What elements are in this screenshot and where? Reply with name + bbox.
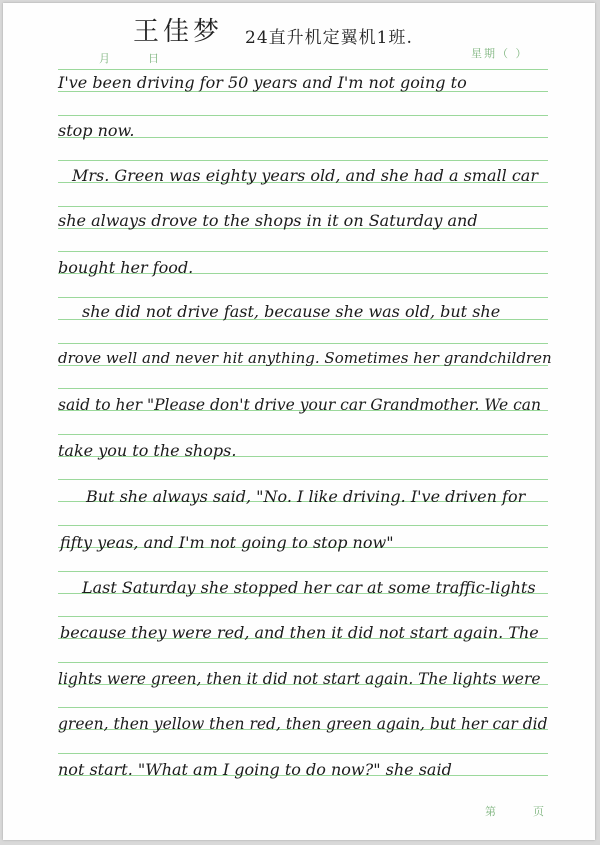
month-label: 月 <box>99 52 110 65</box>
text-line: drove well and never hit anything. Sometimes her grandchildren <box>58 349 552 367</box>
day-label: 日 <box>148 52 159 65</box>
ruled-line <box>58 160 548 161</box>
ruled-line <box>58 525 548 526</box>
ruled-line <box>58 479 548 480</box>
class-label: 24直升机定翼机1班. <box>245 28 413 48</box>
text-line: she always drove to the shops in it on Saturday and <box>58 211 478 230</box>
text-line: take you to the shops. <box>58 441 237 460</box>
ruled-line <box>58 343 548 344</box>
ruled-line <box>58 662 548 663</box>
text-line: because they were red, and then it did not start again. The <box>60 623 539 642</box>
ruled-line <box>58 571 548 572</box>
weekday-label: 星期（ ） <box>471 47 529 60</box>
text-line: I've been driving for 50 years and I'm not going to <box>58 73 467 92</box>
ruled-line <box>58 753 548 754</box>
page-suffix-label: 页 <box>533 805 544 818</box>
ruled-line <box>58 616 548 617</box>
ruled-line <box>58 69 548 70</box>
ruled-line <box>58 707 548 708</box>
text-line: Last Saturday she stopped her car at some traffic-lights <box>82 578 536 597</box>
text-line: not start. "What am I going to do now?" she said <box>58 760 452 779</box>
text-line: she did not drive fast, because she was old, but she <box>82 302 501 321</box>
text-line: fifty yeas, and I'm not going to stop now" <box>60 533 394 552</box>
ruled-line <box>58 251 548 252</box>
text-line: said to her "Please don't drive your car Grandmother. We can <box>58 396 542 414</box>
ruled-line <box>58 206 548 207</box>
text-line: green, then yellow then red, then green again, but her car did <box>58 715 548 733</box>
page-number-label: 第 <box>485 805 496 818</box>
text-line: But she always said, "No. I like driving. I've driven for <box>86 487 526 506</box>
text-line: stop now. <box>58 121 135 140</box>
text-line: lights were green, then it did not start again. The lights were <box>58 670 541 688</box>
student-name: 王佳梦 <box>133 17 224 47</box>
ruled-line <box>58 388 548 389</box>
text-line: Mrs. Green was eighty years old, and she had a small car <box>72 166 538 185</box>
ruled-line <box>58 297 548 298</box>
notebook-page <box>3 3 595 840</box>
text-line: bought her food. <box>58 258 194 277</box>
ruled-line <box>58 434 548 435</box>
ruled-line <box>58 115 548 116</box>
